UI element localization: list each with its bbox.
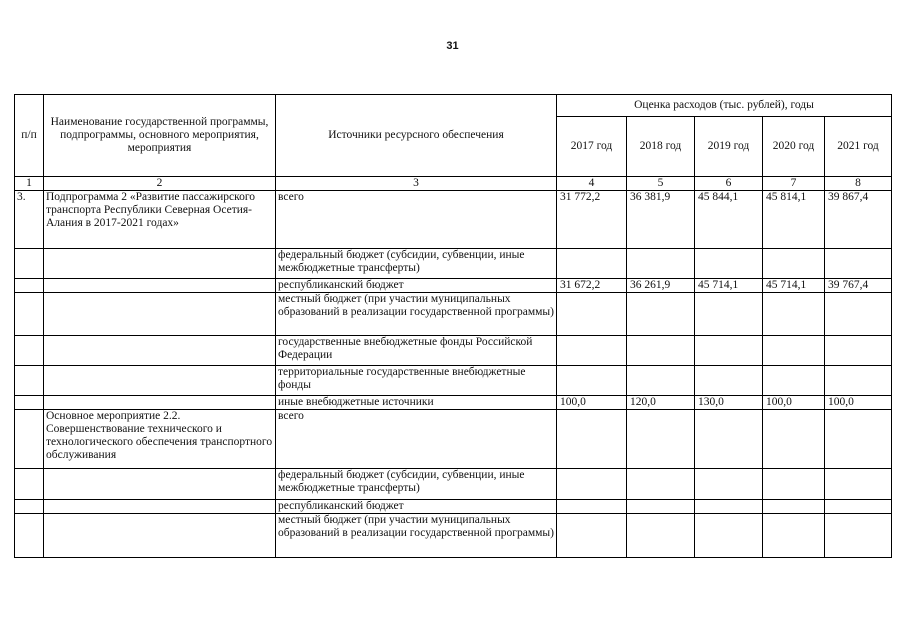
numbering-row bbox=[15, 177, 892, 191]
value-2020 bbox=[763, 500, 825, 514]
page-number: 31 bbox=[446, 40, 459, 52]
value-2021 bbox=[825, 366, 892, 396]
value-2019 bbox=[695, 514, 763, 558]
table-row bbox=[15, 410, 892, 469]
table-row bbox=[15, 396, 892, 410]
row-source: иные внебюджетные источники bbox=[276, 396, 557, 410]
table-row bbox=[15, 366, 892, 396]
row-source: республиканский бюджет bbox=[276, 279, 557, 293]
numbering-cell: 4 bbox=[557, 177, 627, 191]
value-2017 bbox=[557, 500, 627, 514]
row-source: местный бюджет (при участии муниципальных образований в реализации государственной программы) bbox=[276, 293, 557, 336]
numbering-cell: 3 bbox=[276, 177, 557, 191]
value-2019 bbox=[695, 500, 763, 514]
value-2021: 39 867,4 bbox=[825, 191, 892, 249]
table-row bbox=[15, 469, 892, 500]
value-2017 bbox=[557, 293, 627, 336]
value-2018 bbox=[627, 249, 695, 279]
numbering-cell: 8 bbox=[825, 177, 892, 191]
row-source: государственные внебюджетные фонды Российской Федерации bbox=[276, 336, 557, 366]
row-num bbox=[15, 396, 44, 410]
numbering-cell: 1 bbox=[15, 177, 44, 191]
value-2017: 31 772,2 bbox=[557, 191, 627, 249]
value-2019: 130,0 bbox=[695, 396, 763, 410]
value-2020: 45 814,1 bbox=[763, 191, 825, 249]
value-2020 bbox=[763, 514, 825, 558]
value-2020 bbox=[763, 249, 825, 279]
value-2021: 39 767,4 bbox=[825, 279, 892, 293]
row-source: федеральный бюджет (субсидии, субвенции, иные межбюджетные трансферты) bbox=[276, 469, 557, 500]
value-2021 bbox=[825, 514, 892, 558]
value-2018 bbox=[627, 410, 695, 469]
row-num: 3. bbox=[15, 191, 44, 249]
value-2021: 100,0 bbox=[825, 396, 892, 410]
row-num bbox=[15, 514, 44, 558]
table-row bbox=[15, 279, 892, 293]
value-2021 bbox=[825, 249, 892, 279]
value-2019: 45 714,1 bbox=[695, 279, 763, 293]
row-name bbox=[44, 514, 276, 558]
table-row bbox=[15, 191, 892, 249]
value-2019 bbox=[695, 293, 763, 336]
value-2019 bbox=[695, 366, 763, 396]
value-2019: 45 844,1 bbox=[695, 191, 763, 249]
value-2020 bbox=[763, 469, 825, 500]
value-2018 bbox=[627, 500, 695, 514]
row-name bbox=[44, 293, 276, 336]
value-2020 bbox=[763, 336, 825, 366]
header-year-2020: 2020 год bbox=[763, 117, 825, 177]
table-row bbox=[15, 336, 892, 366]
header-name: Наименование государственной программы, подпрограммы, основного мероприятия, мероприятия bbox=[44, 95, 276, 177]
row-name bbox=[44, 500, 276, 514]
value-2017 bbox=[557, 249, 627, 279]
row-source: местный бюджет (при участии муниципальных образований в реализации государственной программы) bbox=[276, 514, 557, 558]
row-num bbox=[15, 410, 44, 469]
header-estimate: Оценка расходов (тыс. рублей), годы bbox=[557, 95, 892, 117]
value-2020: 100,0 bbox=[763, 396, 825, 410]
value-2021 bbox=[825, 293, 892, 336]
row-name bbox=[44, 336, 276, 366]
header-year-2021: 2021 год bbox=[825, 117, 892, 177]
value-2018 bbox=[627, 366, 695, 396]
value-2018: 120,0 bbox=[627, 396, 695, 410]
header-source: Источники ресурсного обеспечения bbox=[276, 95, 557, 177]
row-name: Подпрограмма 2 «Развитие пассажирского транспорта Республики Северная Осетия-Алания в 2017-2021 годах» bbox=[44, 191, 276, 249]
row-num bbox=[15, 469, 44, 500]
row-source: всего bbox=[276, 410, 557, 469]
value-2017 bbox=[557, 469, 627, 500]
budget-table bbox=[14, 94, 892, 558]
value-2018 bbox=[627, 469, 695, 500]
row-num bbox=[15, 293, 44, 336]
value-2021 bbox=[825, 469, 892, 500]
row-num bbox=[15, 279, 44, 293]
row-source: федеральный бюджет (субсидии, субвенции, иные межбюджетные трансферты) bbox=[276, 249, 557, 279]
value-2020 bbox=[763, 293, 825, 336]
row-source: всего bbox=[276, 191, 557, 249]
value-2021 bbox=[825, 500, 892, 514]
value-2020: 45 714,1 bbox=[763, 279, 825, 293]
table-row bbox=[15, 249, 892, 279]
row-source: территориальные государственные внебюджетные фонды bbox=[276, 366, 557, 396]
value-2017 bbox=[557, 410, 627, 469]
value-2021 bbox=[825, 336, 892, 366]
row-name bbox=[44, 469, 276, 500]
row-num bbox=[15, 500, 44, 514]
value-2017 bbox=[557, 336, 627, 366]
row-name bbox=[44, 396, 276, 410]
value-2021 bbox=[825, 410, 892, 469]
row-name bbox=[44, 366, 276, 396]
value-2018: 36 381,9 bbox=[627, 191, 695, 249]
value-2018: 36 261,9 bbox=[627, 279, 695, 293]
row-num bbox=[15, 249, 44, 279]
header-year-2018: 2018 год bbox=[627, 117, 695, 177]
value-2018 bbox=[627, 293, 695, 336]
value-2019 bbox=[695, 469, 763, 500]
row-name bbox=[44, 279, 276, 293]
numbering-cell: 5 bbox=[627, 177, 695, 191]
header-year-2019: 2019 год bbox=[695, 117, 763, 177]
numbering-cell: 2 bbox=[44, 177, 276, 191]
value-2018 bbox=[627, 514, 695, 558]
table-row bbox=[15, 514, 892, 558]
header-year-2017: 2017 год bbox=[557, 117, 627, 177]
value-2017 bbox=[557, 514, 627, 558]
value-2017: 100,0 bbox=[557, 396, 627, 410]
numbering-cell: 7 bbox=[763, 177, 825, 191]
value-2018 bbox=[627, 336, 695, 366]
value-2017: 31 672,2 bbox=[557, 279, 627, 293]
value-2020 bbox=[763, 366, 825, 396]
header-num: п/п bbox=[15, 95, 44, 177]
table-row bbox=[15, 293, 892, 336]
row-name bbox=[44, 249, 276, 279]
row-num bbox=[15, 366, 44, 396]
row-num bbox=[15, 336, 44, 366]
table-row bbox=[15, 500, 892, 514]
value-2019 bbox=[695, 410, 763, 469]
row-name: Основное мероприятие 2.2. Совершенствование технического и технологического обеспечения транспортного обслуживания bbox=[44, 410, 276, 469]
numbering-cell: 6 bbox=[695, 177, 763, 191]
value-2020 bbox=[763, 410, 825, 469]
value-2019 bbox=[695, 336, 763, 366]
value-2017 bbox=[557, 366, 627, 396]
row-source: республиканский бюджет bbox=[276, 500, 557, 514]
value-2019 bbox=[695, 249, 763, 279]
